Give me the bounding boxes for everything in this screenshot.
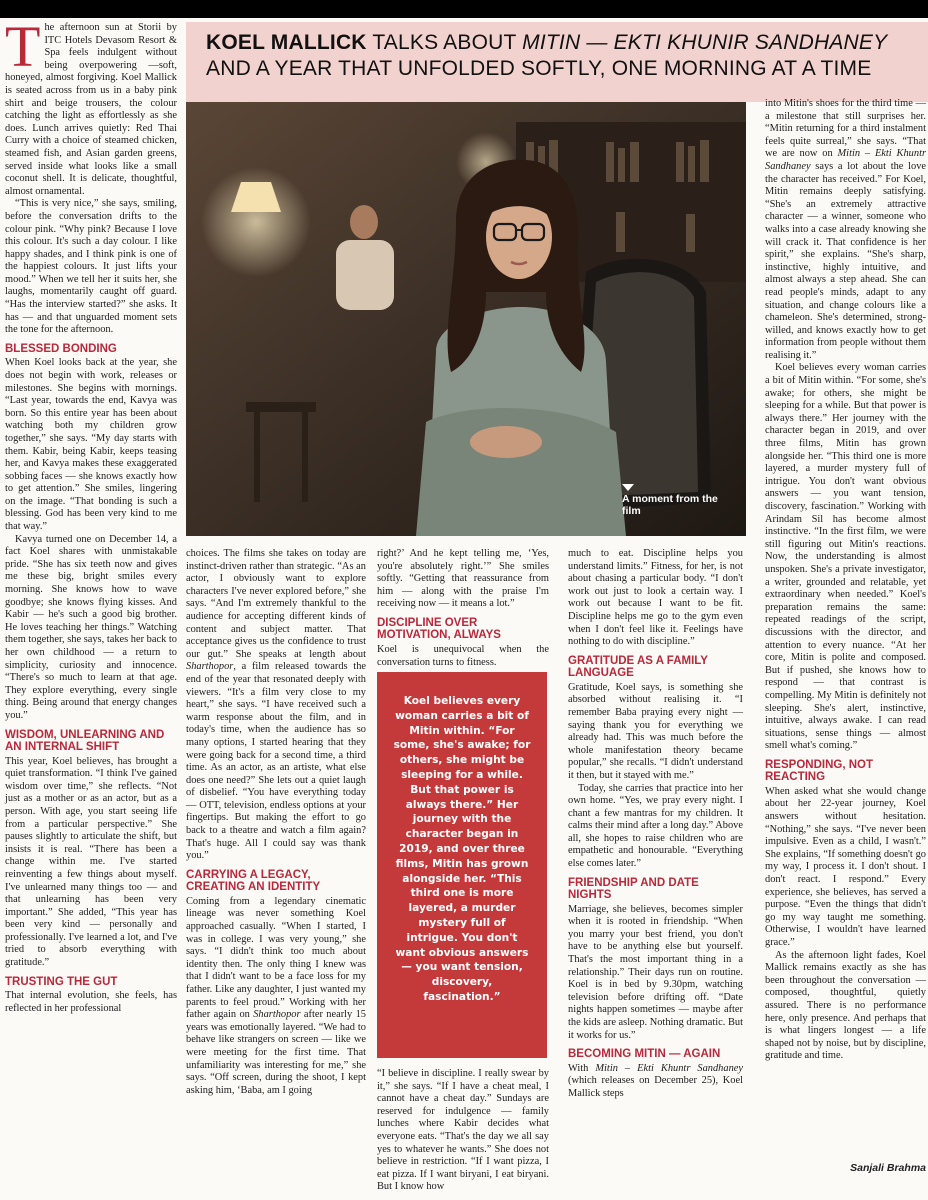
headline-banner [186,22,928,102]
photo-caption: A moment from the film [622,484,732,517]
paragraph-text: says a lot about the love the character has received.” For Koel, Mitin remains deeply satisfying. “She's an extremely attractive character — a winner, someone who walks into a case already knowing she will crack it. That confidence is her spirit,” she explains. “She's sharp, instinctive, highly intuitive, and almost always a step ahead. She can read people's minds, adapt to any situation, and change colours like a chameleon. She's determined, strong-willed, and knows exactly how to get information from people without them realising it.” [765,160,926,361]
paragraph-text: after nearly 15 years was emotionally layered. “We had to behave like strangers on screen — like we were meeting for the first time. That unfamiliarity was interesting for me,” she says. “Off screen, during the shoot, I kept asking him, ‘Baba, am I going [186,1009,366,1096]
paragraph [186,896,366,1098]
section-heading: RESPONDING, NOT REACTING [765,758,873,784]
headline-film-title: MITIN — EKTI KHUNIR SANDHANEY [522,31,888,54]
pull-quote-box [377,672,547,1058]
paragraph [765,98,926,362]
article-photo [186,102,746,536]
headline [186,22,928,82]
film-title: Sharthopor [253,1009,301,1021]
paragraph: This year, Koel believes, has brought a quiet transformation. “I think I've gained wisdom over time,” she reflects. “Not just as a mother or as an actor, but as a person. With age, you start seeing life from a particular perspective.” She pauses slightly to articulate the shift, but insists it is real. “There has been a change within me. I've started reinventing a few things about myself. I've unlearned many things too — and that unlearning has been very important.” She added, “This year has been very kind — personally and professionally. I've learned a lot, and I've tried to absorb everything with gratitude.” [5,755,177,969]
article-column-4 [568,548,743,1100]
headline-name: KOEL MALLICK [206,31,367,54]
paragraph: he afternoon sun at Storii by ITC Hotels Devasom Resort & Spa feels indulgent without being overpowering —soft, honeyed, almost forgiving. Koel Mallick is seated across from us in a baby pink shirt and beige trousers, the colour catching the light as effortlessly as she does. Lunch arrives quietly: Red Thai Curry with a choice of steamed chicken, steamed fish, and Asian garden greens, served inside what looks like a small coconut shell. It is delicate, thoughtful, almost ornamental. [5,22,177,197]
section-heading: BLESSED BONDING [5,342,117,355]
section-heading: CARRYING A LEGACY, CREATING AN IDENTITY [186,868,321,894]
paragraph: Kavya turned one on December 14, a fact Koel shares with unmistakable pride. “She has six teeth now and gives me these big, bright smiles every morning. She knows how to wave goodbye; she knows flying kisses. And Kabir — he's such a good big brother. He loves teaching her things.” Watching them together, she says, takes her back to her own childhood — a return to simplicity, curiosity and innocence. “There's so much to learn at that age. They explore everything, every single thing. Being around that energy changes you.” [5,533,177,721]
section-heading: WISDOM, UNLEARNING AND AN INTERNAL SHIFT [5,728,165,754]
article-column-3 [377,548,549,669]
paragraph-text: into Mitin's shoes for the third time — a milestone that still surprises her. “Mitin returning for a third instalment feels quite surreal,” she says. “That we are now on [765,98,926,160]
pull-quote: Koel believes every woman carries a bit of Mitin within. “For some, she's awake; for others, she might be sleeping for a while. But that power is always there.” Her journey with the character began in 2019, and over three films, Mitin has grown alongside her. “This third one is more layered, a murder mystery full of intrigue. You don't want obvious answers — you want tension, discovery, fascination.” [393,695,531,1003]
drop-cap: T [5,18,41,79]
film-title: Sharthopor [186,661,234,673]
magazine-page [0,18,928,1200]
film-title: Mitin – Ekti Khuntr Sandhaney [765,148,926,172]
paragraph [568,1063,743,1101]
paragraph-text: With [568,1062,596,1074]
paragraph: much to eat. Discipline helps you understand limits.” Fitness, for her, is not about chasing a particular body. “I don't work out just to look a certain way. I work out because I want to be fit. Discipline helps me go to the gym even when I don't feel like it. Feelings have nothing to do with discipline.” [568,548,743,648]
paragraph: When Koel looks back at the year, she does not begin with work, releases or milestones. She begins with mornings. “Last year, towards the end, Kavya was born. So this entire year has been about watching both my children grow together,” she says. “My day starts with them. Kabir, being Kabir, keeps teasing her, and Kavya makes these exaggerated sobbing faces — she knows exactly how to get attention.” She smiles, lingering on the image. “That bonding is such a blessing. God has been very kind to me that way.” [5,357,177,533]
paragraph-text: , a film released towards the end of the year that resonated deeply with viewers. “It's a film very close to my heart,” she says. “I have received such a warm response about the film, and in today's time, when the audience has so many options, I started hearing that they were going back for a second time, a third time. As an actor, as an artiste, what else does one need?” She lets out a quiet laugh of disbelief. “You have everything today — OTT, television, endless options at your fingertips. But making the effort to go back to a theatre and watch a film again? That's huge. All I could say was thank you.” [186,661,366,862]
headline-text: AND A YEAR THAT UNFOLDED SOFTLY, ONE MORNING AT A TIME [206,57,872,80]
paragraph: right?’ And he kept telling me, ‘Yes, you're absolutely right.’” She smiles softly. “Getting that reassurance from him — along with the praise I'm receiving now — it means a lot.” [377,548,549,610]
paragraph: “This is very nice,” she says, smiling, before the conversation drifts to the colour pink. “Why pink? Because I love this colour. It's such a day colour. I like happy shades, and I think pink is one of the happiest colours. It just lifts your mood.” When we tell her it suits her, she laughs, momentarily caught off guard. “Has the interview started?” she asks. It has — and that unguarded moment sets the tone for the afternoon. [5,198,177,336]
paragraph: As the afternoon light fades, Koel Mallick remains exactly as she has been throughout the conversation — composed, thoughtful, quietly assured. There is no performance here, only presence. And perhaps that is what lingers longest — a life shaped not by noise, but by discipline, gratitude and time. [765,949,926,1062]
paragraph: Today, she carries that practice into her own home. “Yes, we pray every night. I chant a few mantras for my children. It calms their mind after a long day.” Above all, she hopes to raise children who are empathetic and honourable. “Everything else comes later.” [568,782,743,870]
section-heading: TRUSTING THE GUT [5,975,118,988]
section-heading: BECOMING MITIN — AGAIN [568,1048,721,1061]
paragraph: Marriage, she believes, becomes simpler when it is rooted in friendship. “When you marry your best friend, you don't have to be anything else but yourself. That's the most important thing in a relationship.” Their days run on routine. Koel is in bed by 9.30pm, watching television before drifting off. “Date nights happen sometimes — maybe after the kids are asleep. Nothing dramatic. But it works for us.” [568,903,743,1041]
author-byline: Sanjali Brahma [850,1162,926,1174]
article-column-3-bottom [377,1068,549,1194]
film-title: Mitin – Ekti Khuntr Sandhaney [595,1062,743,1074]
article-column-5 [765,98,926,1063]
paragraph: Koel is unequivocal when the conversation turns to fitness. [377,643,549,668]
section-heading: DISCIPLINE OVER MOTIVATION, ALWAYS [377,616,501,642]
paragraph: When asked what she would change about her 22-year journey, Koel answers without hesitation. “Nothing,” she says. “I've never been impulsive. Even as a child, I wasn't.” She explains, “If something doesn't go my way, I process it. I don't shout. I don't react. I respond.” Every experience, she believes, has served a purpose. “Even the things that didn't go my way taught me something. Otherwise, I wouldn't have learned grace.” [765,785,926,948]
paragraph-text: Coming from a legendary cinematic lineage was never something Koel approached casually. “When I started, I was in college. I was very young,” she says. “I didn't think too much about identity then. The only thing I knew was that I didn't want to be a face loss for my father. Like any daughter, I just wanted my parents to feel proud.” Working with her father again on [186,895,366,1021]
section-heading: GRATITUDE AS A FAMILY LANGUAGE [568,654,708,680]
paragraph [186,548,366,863]
paragraph-text: (which releases on December 25), Koel Mallick steps [568,1075,743,1099]
paragraph: That internal evolution, she feels, has reflected in her professional [5,990,177,1014]
paragraph: Gratitude, Koel says, is something she absorbed without realising it. “I remember Baba praying every night — saying thank you for everything we already had. This was much before the whole manifestation theory became popular,” she recalls. “I didn't understand it then, but it stayed with me.” [568,681,743,781]
section-heading: FRIENDSHIP AND DATE NIGHTS [568,876,699,902]
paragraph-text: choices. The films she takes on today are instinct-driven rather than strategic. “As an actor, I obviously want to explore characters I've never explored before,” she says. “And I'm extremely thankful to the audience for accepting different kinds of content and subject matter. That acceptance gives us the confidence to trust our gut.” She speaks at length about [186,548,366,660]
paragraph: “I believe in discipline. I really swear by it,” she says. “If I have a cheat meal, I cannot have a cheat day.” Sundays are reserved for indulgence — family lunches where Kabir decides what everyone eats. “That's the day we all say yes to whatever he wants.” She does not believe in restriction. “If I want pizza, I eat pizza. If I want biryani, I eat biryani. But I know how [377,1068,549,1193]
article-column-2 [186,548,366,1097]
photo-illustration [186,102,746,536]
article-column-1 [5,18,177,1015]
paragraph: Koel believes every woman carries a bit of Mitin within. “For some, she's awake; for others, she might be sleeping for a while. But that power is always there.” Her journey with the character began in 2019, and over three films, Mitin has grown alongside her. “This third one is more layered, a murder mystery full of intrigue. You don't want obvious answers — you want tension, discovery, fascination.” Working with Arindam Sil has become almost instinctive. “In the first film, we were still figuring out Mitin's reactions. Now, the understanding is almost unspoken. She's a private investigator, a writer, grounded and relatable, yet extraordinary when needed.” Koel's preparation remains the same: repeated readings of the script, discussions with the director, and attention to every nuance. “At her core, Mitin is polite and composed. But if pushed, she knows how to respond — that contrast is compelling. My Mitin is definitely not sleeping. She's alert, instinctive, intuitive, always awake. I can read situations, sense things — almost smell what's coming.” [765,362,926,752]
headline-text: TALKS ABOUT [366,31,523,54]
